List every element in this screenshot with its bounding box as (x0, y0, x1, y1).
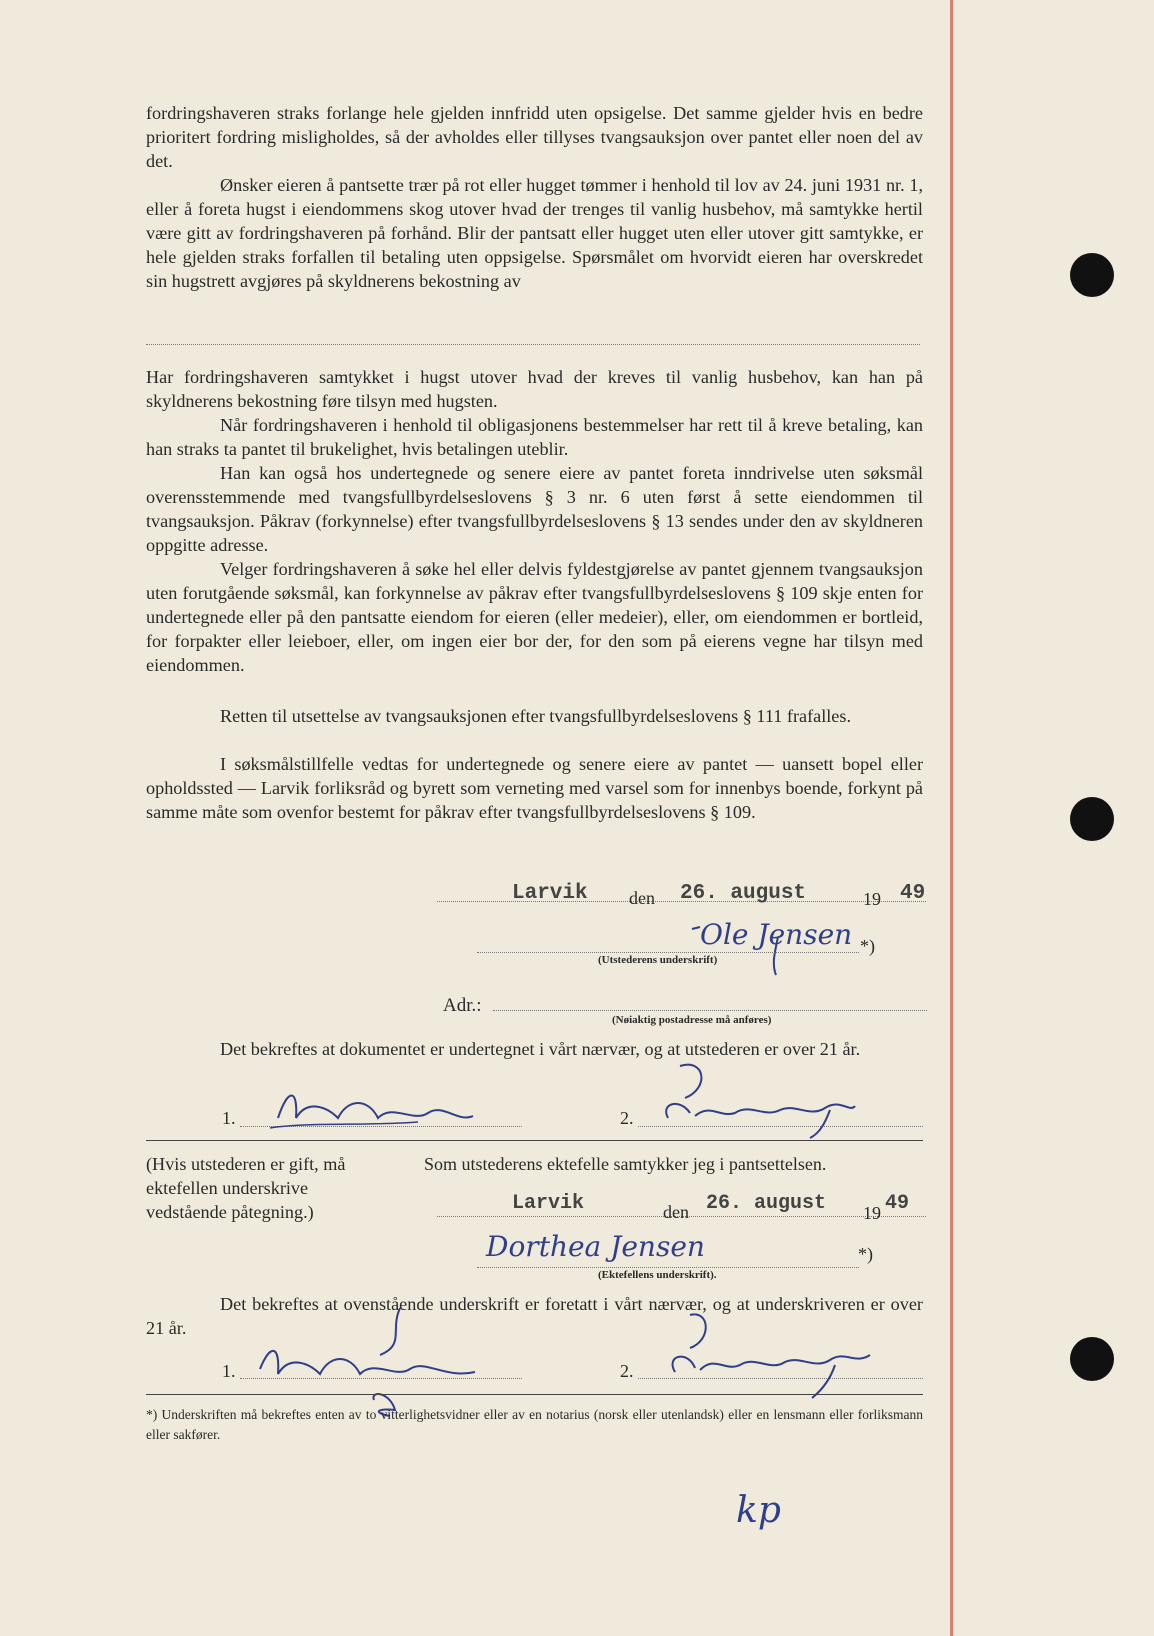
dotted-fill-line (146, 344, 920, 345)
spouse-signature: Dorthea Jensen (486, 1230, 705, 1263)
red-margin-line (950, 0, 953, 1636)
paragraph-6: Velger fordringshaveren å søke hel eller delvis fyldestgjørelse av pantet gjennem tvangsauksjon uten forutgående søksmål, kan forkynnelse av påkrav efter tvangsfullbyrdelseslovens § 109 skje enten for undertegnede eller på den pantsatte eiendom for eieren (eller medeier), eller, om eiendommen er bortleid, for forpakter eller leieboer, eller, om ingen eier bor der, for den som på eierens vegne har tilsyn med eiendommen. (146, 559, 923, 675)
spouse-den: den (663, 1202, 689, 1222)
witness-1-number: 1. (222, 1108, 236, 1128)
punch-hole-middle (1070, 797, 1114, 841)
address-caption: (Nøiaktig postadresse må anføres) (612, 1014, 772, 1026)
paragraph-7: Retten til utsettelse av tvangsauksjonen efter tvangsfullbyrdelseslovens § 111 frafalles. (220, 706, 852, 726)
spouse-instruction: (Hvis utstederen er gift, må ektefellen underskrive vedstående påtegning.) (146, 1154, 346, 1222)
signing-year-prefix: 19 (863, 889, 881, 909)
section-divider (146, 1140, 923, 1141)
punch-hole-bottom (1070, 1337, 1114, 1381)
witness-3-signature (250, 1334, 500, 1394)
signing-place: Larvik (512, 882, 588, 905)
witness-statement-1: Det bekreftes at dokumentet er undertegnet i vårt nærvær, og at utstederen er over 21 år. (220, 1039, 861, 1059)
witness-4-signature (650, 1310, 890, 1400)
spouse-year-prefix: 19 (863, 1203, 881, 1223)
witness-4-number: 2. (620, 1361, 634, 1381)
witness-statement-2: Det bekreftes at ovenstående underskrift er foretatt i vårt nærvær, og at underskriveren er over 21 år. (146, 1294, 923, 1338)
paragraph-1: fordringshaveren straks forlange hele gjelden innfridd uten opsigelse. Det samme gjelder hvis en bedre prioritert fordring misligholdes, så der avholdes eller tillyses tvangsauksjon over pantet eller noen del av det. (146, 103, 923, 171)
spouse-signature-line (477, 1267, 859, 1268)
spouse-signature-caption: (Ektefellens underskrift). (598, 1269, 717, 1281)
signing-year-suffix: 49 (900, 882, 926, 905)
handwritten-initials: kp (736, 1490, 781, 1531)
witness-2-number: 2. (620, 1108, 634, 1128)
issuer-signature: Ole Jensen (700, 918, 853, 951)
witness-3-number: 1. (222, 1361, 236, 1381)
spouse-consent: Som utstederens ektefelle samtykker jeg i pantsettelsen. (424, 1154, 827, 1174)
issuer-signature-line (477, 952, 859, 953)
paragraph-5: Han kan også hos undertegnede og senere eiere av pantet foreta inndrivelse uten søksmål overensstemmende med tvangsfullbyrdelseslovens § 3 nr. 6 uten først å sette eiendommen til tvangsauksjon. Påkrav (forkynnelse) efter tvangsfullbyrdelseslovens § 13 sendes under den av skyldneren oppgitte adresse. (146, 463, 923, 555)
address-label: Adr.: (443, 995, 482, 1016)
spouse-year-suffix: 49 (885, 1192, 910, 1215)
witness-1-signature (268, 1078, 508, 1138)
address-line (493, 1010, 927, 1011)
paragraph-8: I søksmålstillfelle vedtas for undertegnede og senere eiere av pantet — uansett bopel eller opholdssted — Larvik forliksråd og byrett som verneting med varsel som for innenbys boende, forkynt på samme måte som ovenfor bestemt for påkrav efter tvangsfullbyrdelseslovens § 109. (146, 754, 923, 822)
issuer-signature-flourish (690, 915, 810, 975)
signing-date: 26. august (680, 882, 807, 905)
signing-den: den (629, 888, 655, 908)
issuer-signature-caption: (Utstederens underskrift) (598, 954, 718, 966)
spouse-place: Larvik (512, 1192, 585, 1215)
issuer-signature-asterisk: *) (860, 936, 875, 956)
punch-hole-top (1070, 253, 1114, 297)
footnote: *) Underskriften må bekreftes enten av to vitterlighetsvidner eller av en notarius (norsk eller utenlandsk) eller en lensmann eller forliksmann eller sakfører. (146, 1407, 923, 1442)
paragraph-2: Ønsker eieren å pantsette trær på rot eller hugget tømmer i henhold til lov av 24. juni 1931 nr. 1, eller å foreta hugst i eiendommens skog utover hvad der trenges til vanlig husbehov, må samtykke hertil være gitt av fordringshaveren på forhånd. Blir der pantsatt eller hugget uten eller utover gitt samtykke, er hele gjelden straks forfallen til betaling uten oppsigelse. Spørsmålet om hvorvidt eieren har overskredet sin hugstrett avgjøres på skyldnerens bekostning av (146, 175, 923, 291)
spouse-signature-asterisk: *) (858, 1244, 873, 1264)
witness-2-signature (650, 1058, 880, 1138)
footnote-divider (146, 1394, 923, 1395)
spouse-date: 26. august (706, 1192, 827, 1215)
paragraph-4: Når fordringshaveren i henhold til obligasjonens bestemmelser har rett til å kreve betaling, kan han straks ta pantet til brukelighet, hvis betalingen uteblir. (146, 415, 923, 459)
paragraph-3: Har fordringshaveren samtykket i hugst utover hvad der kreves til vanlig husbehov, kan han på skyldnerens bekostning føre tilsyn med hugsten. (146, 367, 923, 411)
